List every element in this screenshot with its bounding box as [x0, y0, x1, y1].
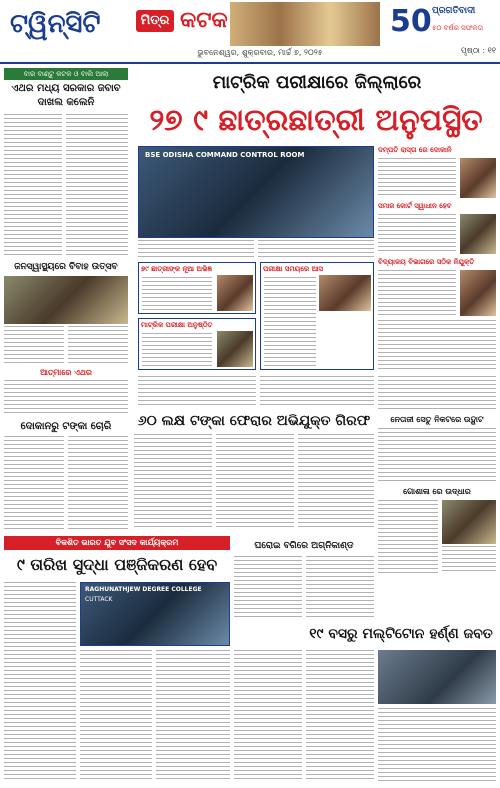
bottom-left-text-2	[80, 650, 152, 782]
box-2-text	[142, 333, 212, 367]
brand-title: ଟ୍ୱିନ୍‌ସିଟି	[10, 9, 101, 39]
crime-text-2	[216, 434, 294, 530]
left-mid-text-3a	[4, 436, 64, 532]
left-mid-text-2	[4, 380, 128, 416]
bottom-mid-text-3	[234, 650, 302, 782]
wedding-photo	[4, 276, 128, 324]
left-top-headline: ଏଥର ମଧ୍ୟ ସରକାର ଜବାବ ଦାଖଲ କଲେନି	[11, 83, 121, 108]
anniversary-tagline: ୫୦ ବର୍ଷର ସଫଳତା	[432, 24, 484, 32]
bottom-left-headline: ୯ ତାରିଖ ସୁଦ୍ଧା ପଞ୍ଜିକରଣ ହେବ	[16, 555, 218, 574]
heritage-banner-image	[230, 2, 380, 46]
lead-text-b	[258, 240, 374, 258]
dateline: ଭୁବନେଶ୍ୱର, ଶୁକ୍ରବାର, ମାର୍ଚ୍ଚ ୭, ୨୦୨୫	[197, 48, 323, 57]
photo-overlay-label: BSE ODISHA COMMAND CONTROL ROOM	[145, 151, 305, 159]
bottom-right-headline: ୧୯ ବସରୁ ମଲ୍‌ଟିଟୋନ ହର୍ଣ୍ଣ ଜବତ	[309, 626, 493, 642]
crime-headline: ୬୦ ଲକ୍ଷ ଟଙ୍କା ଫେରାର ଅଭିଯୁକ୍ତ ଗିରଫ	[137, 413, 371, 429]
command-control-room-photo	[138, 146, 374, 238]
box-1-head: ୭୯ ଛାତ୍ରୀଙ୍କ ନୂଆ ଅଭିଜ୍ଞ	[141, 265, 213, 273]
left-top-kicker: ବାର ବାଣ୍ଟୁ କଟକ ଓ ବାଲି ଆଲା	[4, 68, 128, 80]
crime-text-top-b	[260, 376, 374, 406]
crime-text-top-a	[138, 376, 256, 406]
sidebar-head-3: ବିଦ୍ୟାଳୟ ବିଭାଗରେ ସଠିକ ନିଯୁକ୍ତି	[378, 258, 475, 266]
box-3-head: ପରୀକ୍ଷା ସମୟରେ ଆସ	[263, 265, 323, 273]
page-number: ପୃଷ୍ଠା : ୧୧	[460, 46, 496, 55]
college-event-photo	[80, 582, 230, 646]
city-name: କଟକ	[180, 8, 228, 33]
right-mid-text-0	[378, 376, 496, 412]
seized-horns-photo	[378, 650, 496, 704]
bottom-right-text-2	[378, 708, 496, 782]
box-2-portrait	[217, 331, 253, 367]
bottom-left-text-1	[4, 582, 76, 782]
box-3-text	[264, 277, 316, 367]
box-1-portrait	[217, 275, 253, 311]
bottom-mid-headline: ଘରୋଇ ବଗିରେ ଅଗ୍ନିକାଣ୍ଡ	[254, 541, 354, 551]
anniversary-logo: 50	[390, 4, 432, 39]
bottom-mid-text-1	[234, 556, 302, 620]
lead-title-line1: ମାଟ୍ରିକ ପରୀକ୍ଷାରେ ଜିଲ୍ଲାରେ	[212, 72, 422, 93]
college-banner-sub: CUTTACK	[85, 596, 113, 603]
left-mid-text-1a	[4, 326, 64, 366]
bottom-right-text-1	[306, 650, 374, 782]
sidebar-portrait-2	[460, 214, 496, 254]
lead-text-a	[138, 240, 254, 258]
right-mid-text-2b	[442, 546, 496, 574]
sidebar-text-1	[378, 158, 456, 198]
sidebar-text-2	[378, 214, 456, 254]
paper-name: ପ୍ରଗତିବାଦୀ	[432, 6, 476, 16]
bottom-left-text-3	[156, 650, 230, 782]
right-mid-head-1: ନେତାଜୀ ସେତୁ ନିକଟରେ ଉଦ୍ଘାଟ	[390, 415, 484, 424]
bottom-mid-text-2	[306, 556, 374, 620]
sidebar-portrait-3	[460, 270, 496, 316]
box-1-text	[142, 277, 212, 311]
left-mid-text-3b	[68, 436, 128, 532]
right-mid-text-2a	[378, 500, 438, 574]
bottom-left-kicker: ବିକଶିତ ଭାରତ ଯୁବ ସଂସଦ କାର୍ଯ୍ୟକ୍ରମ	[4, 536, 230, 550]
crime-text-3	[298, 434, 374, 530]
sidebar-text-3	[378, 270, 456, 316]
cow-shelter-photo	[442, 500, 496, 544]
left-mid-text-1b	[68, 326, 128, 366]
left-mid-head-1: ଜନସ୍ୱାସ୍ଥ୍ୟରେ ବିବାହ ଉତ୍ସବ	[14, 262, 118, 272]
box-2-head: ମାଟ୍ରିକ ପରୀକ୍ଷା ଅନୁଷ୍ଠିତ	[141, 321, 213, 329]
left-mid-head-2: ଆତ୍ମାରେ ଏଥର	[40, 368, 92, 377]
sidebar-portrait-1	[460, 158, 496, 198]
box-3-portrait	[319, 275, 371, 311]
box-3	[260, 262, 374, 370]
right-mid-text-1	[378, 428, 496, 482]
college-banner: RAGHUNATHJEW DEGREE COLLEGE	[85, 586, 202, 593]
sidebar-head-2: ସମାଜ କୋର୍ଟ ସ୍ୱାଧୀନ ହେବ	[378, 202, 452, 210]
box-1	[138, 262, 256, 314]
lead-title-line2: ୨୭ ୯ ଛାତ୍ରଛାତ୍ରୀ ଅନୁପସ୍ଥିତ	[149, 103, 483, 138]
masthead	[0, 0, 500, 64]
left-top-text-col2	[66, 114, 128, 256]
sidebar-head-1: ଦମ୍ପତି ରାସ୍ତା ରେ ଦୋକାନି	[378, 146, 452, 154]
crime-text-1	[134, 434, 212, 530]
mitra-badge: ମିତ୍ର	[136, 10, 174, 32]
left-top-text-col1	[4, 114, 62, 256]
left-mid-head-3: ଦୋକାନରୁ ଟଙ୍କା ଚୋରି	[20, 421, 112, 432]
box-2	[138, 318, 256, 370]
right-text-block	[378, 320, 496, 370]
right-mid-head-2: ଗୋଶାଳା ରେ ଉଦ୍ଧାର	[403, 487, 471, 496]
